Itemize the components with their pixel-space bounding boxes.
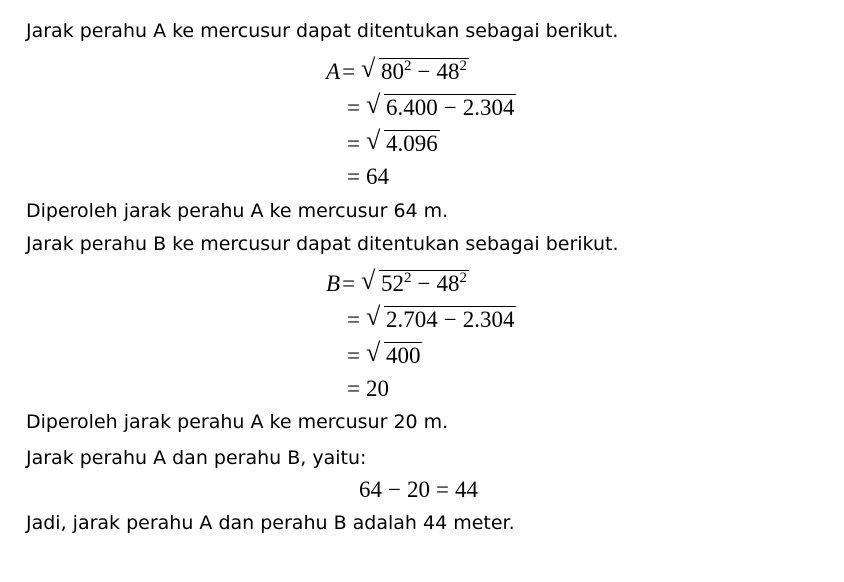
equals-sign: = bbox=[347, 95, 360, 120]
equals-sign: = bbox=[347, 343, 360, 368]
eq-a-line1 bbox=[326, 54, 469, 86]
radical-icon: √ bbox=[365, 126, 381, 155]
eq-a-line4 bbox=[345, 163, 389, 191]
equals-sign: = bbox=[342, 271, 356, 296]
sqrt-b-2: √ 2.704 − 2.304 bbox=[365, 302, 515, 332]
intro-b: Jarak perahu B ke mercusur dapat ditentukan sebagai berikut. bbox=[26, 233, 619, 255]
eq-c: 64 − 20 = 44 bbox=[359, 477, 478, 502]
equals-sign: = bbox=[347, 164, 360, 189]
intro-c: Jarak perahu A dan perahu B, yaitu: bbox=[26, 447, 367, 469]
radical-icon: √ bbox=[361, 266, 376, 295]
conclusion-a: Diperoleh jarak perahu A ke mercusur 64 m. bbox=[26, 200, 449, 222]
radical-icon: √ bbox=[361, 54, 376, 83]
intro-a: Jarak perahu A ke mercusur dapat ditentukan sebagai berikut. bbox=[26, 20, 619, 42]
result-c: 44 bbox=[454, 477, 478, 502]
result-a: 64 bbox=[365, 164, 389, 189]
eq-b-line1 bbox=[326, 266, 469, 298]
sqrt-b-1: √ $52^2 - 48^2$ bbox=[361, 266, 468, 296]
eq-a-line2 bbox=[345, 90, 516, 122]
equals-sign: = bbox=[347, 307, 360, 332]
var-b: B bbox=[326, 271, 341, 296]
sqrt-a-1: √ $80^2 - 48^2$ bbox=[361, 54, 468, 84]
radical-icon: √ bbox=[365, 338, 381, 367]
sqrt-b-3: √ 400 bbox=[365, 338, 421, 368]
final-statement: Jadi, jarak perahu A dan perahu B adalah 44 meter. bbox=[26, 512, 515, 534]
radical-icon: √ bbox=[365, 302, 381, 331]
eq-b-line3 bbox=[345, 338, 422, 370]
var-a: A bbox=[326, 59, 341, 84]
eq-b-line4 bbox=[345, 375, 389, 403]
result-b: 20 bbox=[365, 376, 389, 401]
conclusion-b: Diperoleh jarak perahu A ke mercusur 20 m. bbox=[26, 411, 449, 433]
sqrt-a-2: √ 6.400 − 2.304 bbox=[365, 90, 515, 120]
equals-sign: = bbox=[347, 376, 360, 401]
eq-a-line3 bbox=[345, 126, 440, 158]
equals-sign: = bbox=[347, 131, 360, 156]
equals-sign: = bbox=[342, 59, 356, 84]
radical-icon: √ bbox=[365, 90, 381, 119]
sqrt-a-3: √ 4.096 bbox=[365, 126, 438, 156]
eq-b-line2 bbox=[345, 302, 516, 334]
